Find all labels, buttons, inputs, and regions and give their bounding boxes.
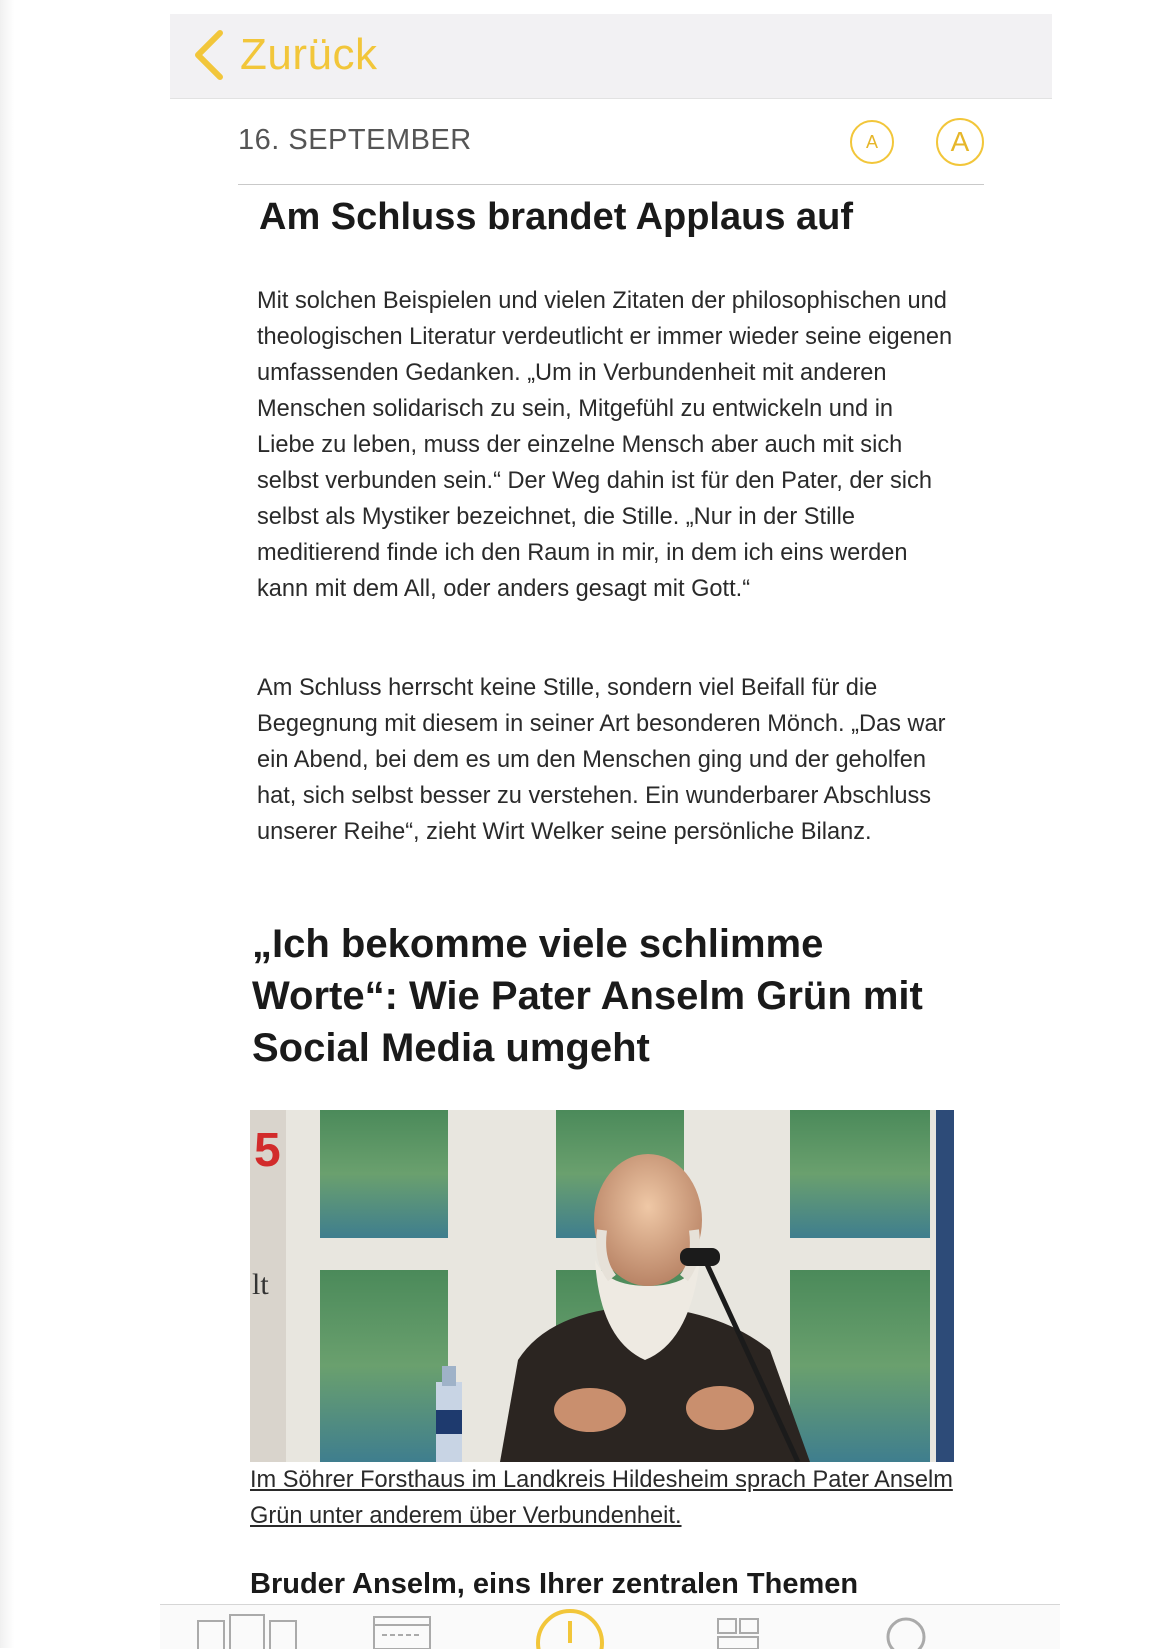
subheading: Bruder Anselm, eins Ihrer zentralen Themen xyxy=(250,1568,859,1600)
tab-bar xyxy=(160,1604,1060,1649)
chevron-left-icon xyxy=(190,29,226,81)
back-label: Zurück xyxy=(240,30,378,79)
svg-text:lt: lt xyxy=(252,1268,269,1301)
increase-font-button[interactable]: A xyxy=(936,118,984,166)
navigation-bar xyxy=(170,14,1052,99)
library-icon[interactable] xyxy=(196,1613,300,1649)
date-header xyxy=(238,120,984,185)
decrease-font-button[interactable]: A xyxy=(850,120,894,164)
related-article-headline[interactable]: „Ich bekomme viele schlimme Worte“: Wie Pater Anselm Grün mit Social Media umgeht xyxy=(252,922,923,1070)
article-paragraph: Mit solchen Beispielen und vielen Zitaten der philosophischen und theologischen Literatur verdeutlicht er immer wieder seine eigenen umfassenden Gedanken. „Um in Verbundenheit mit anderen Menschen solidarisch zu sein, Mitgefühl zu entwickeln und in Liebe zu leben, muss der einzelne Mensch aber auch mit sich selbst verbunden sein.“ Der Weg dahin ist für den Pater, der sich selbst als Mystiker bezeichnet, die Stille. „Nur in der Stille meditierend finde ich den Raum in mir, in dem ich eins werden kann mit dem All, oder anders gesagt mit Gott.“ xyxy=(257,288,953,602)
back-button[interactable] xyxy=(190,20,377,90)
section-heading: Am Schluss brandet Applaus auf xyxy=(259,196,854,238)
photo-caption[interactable]: Im Söhrer Forsthaus im Landkreis Hildesheim sprach Pater Anselm Grün unter anderem über Verbundenheit. xyxy=(250,1467,953,1529)
article-date: 16. SEPTEMBER xyxy=(238,124,472,156)
svg-text:5: 5 xyxy=(254,1124,281,1177)
search-icon[interactable] xyxy=(882,1613,930,1649)
article-paragraph: Am Schluss herrscht keine Stille, sondern viel Beifall für die Begegnung mit diesem in seiner Art besonderen Mönch. „Das war ein Abend, bei dem es um den Menschen ging und der geholfen hat, sich selbst besser zu verstehen. Ein wunderbarer Abschluss unserer Reihe“, zieht Wirt Welker seine persönliche Bilanz. xyxy=(257,675,946,845)
article-photo[interactable] xyxy=(250,1110,954,1462)
calendar-icon[interactable] xyxy=(372,1613,432,1649)
sections-icon[interactable] xyxy=(716,1613,760,1649)
clock-icon[interactable] xyxy=(534,1607,606,1649)
scan-edge xyxy=(0,0,14,1648)
speaker-photo-illustration xyxy=(250,1110,954,1462)
